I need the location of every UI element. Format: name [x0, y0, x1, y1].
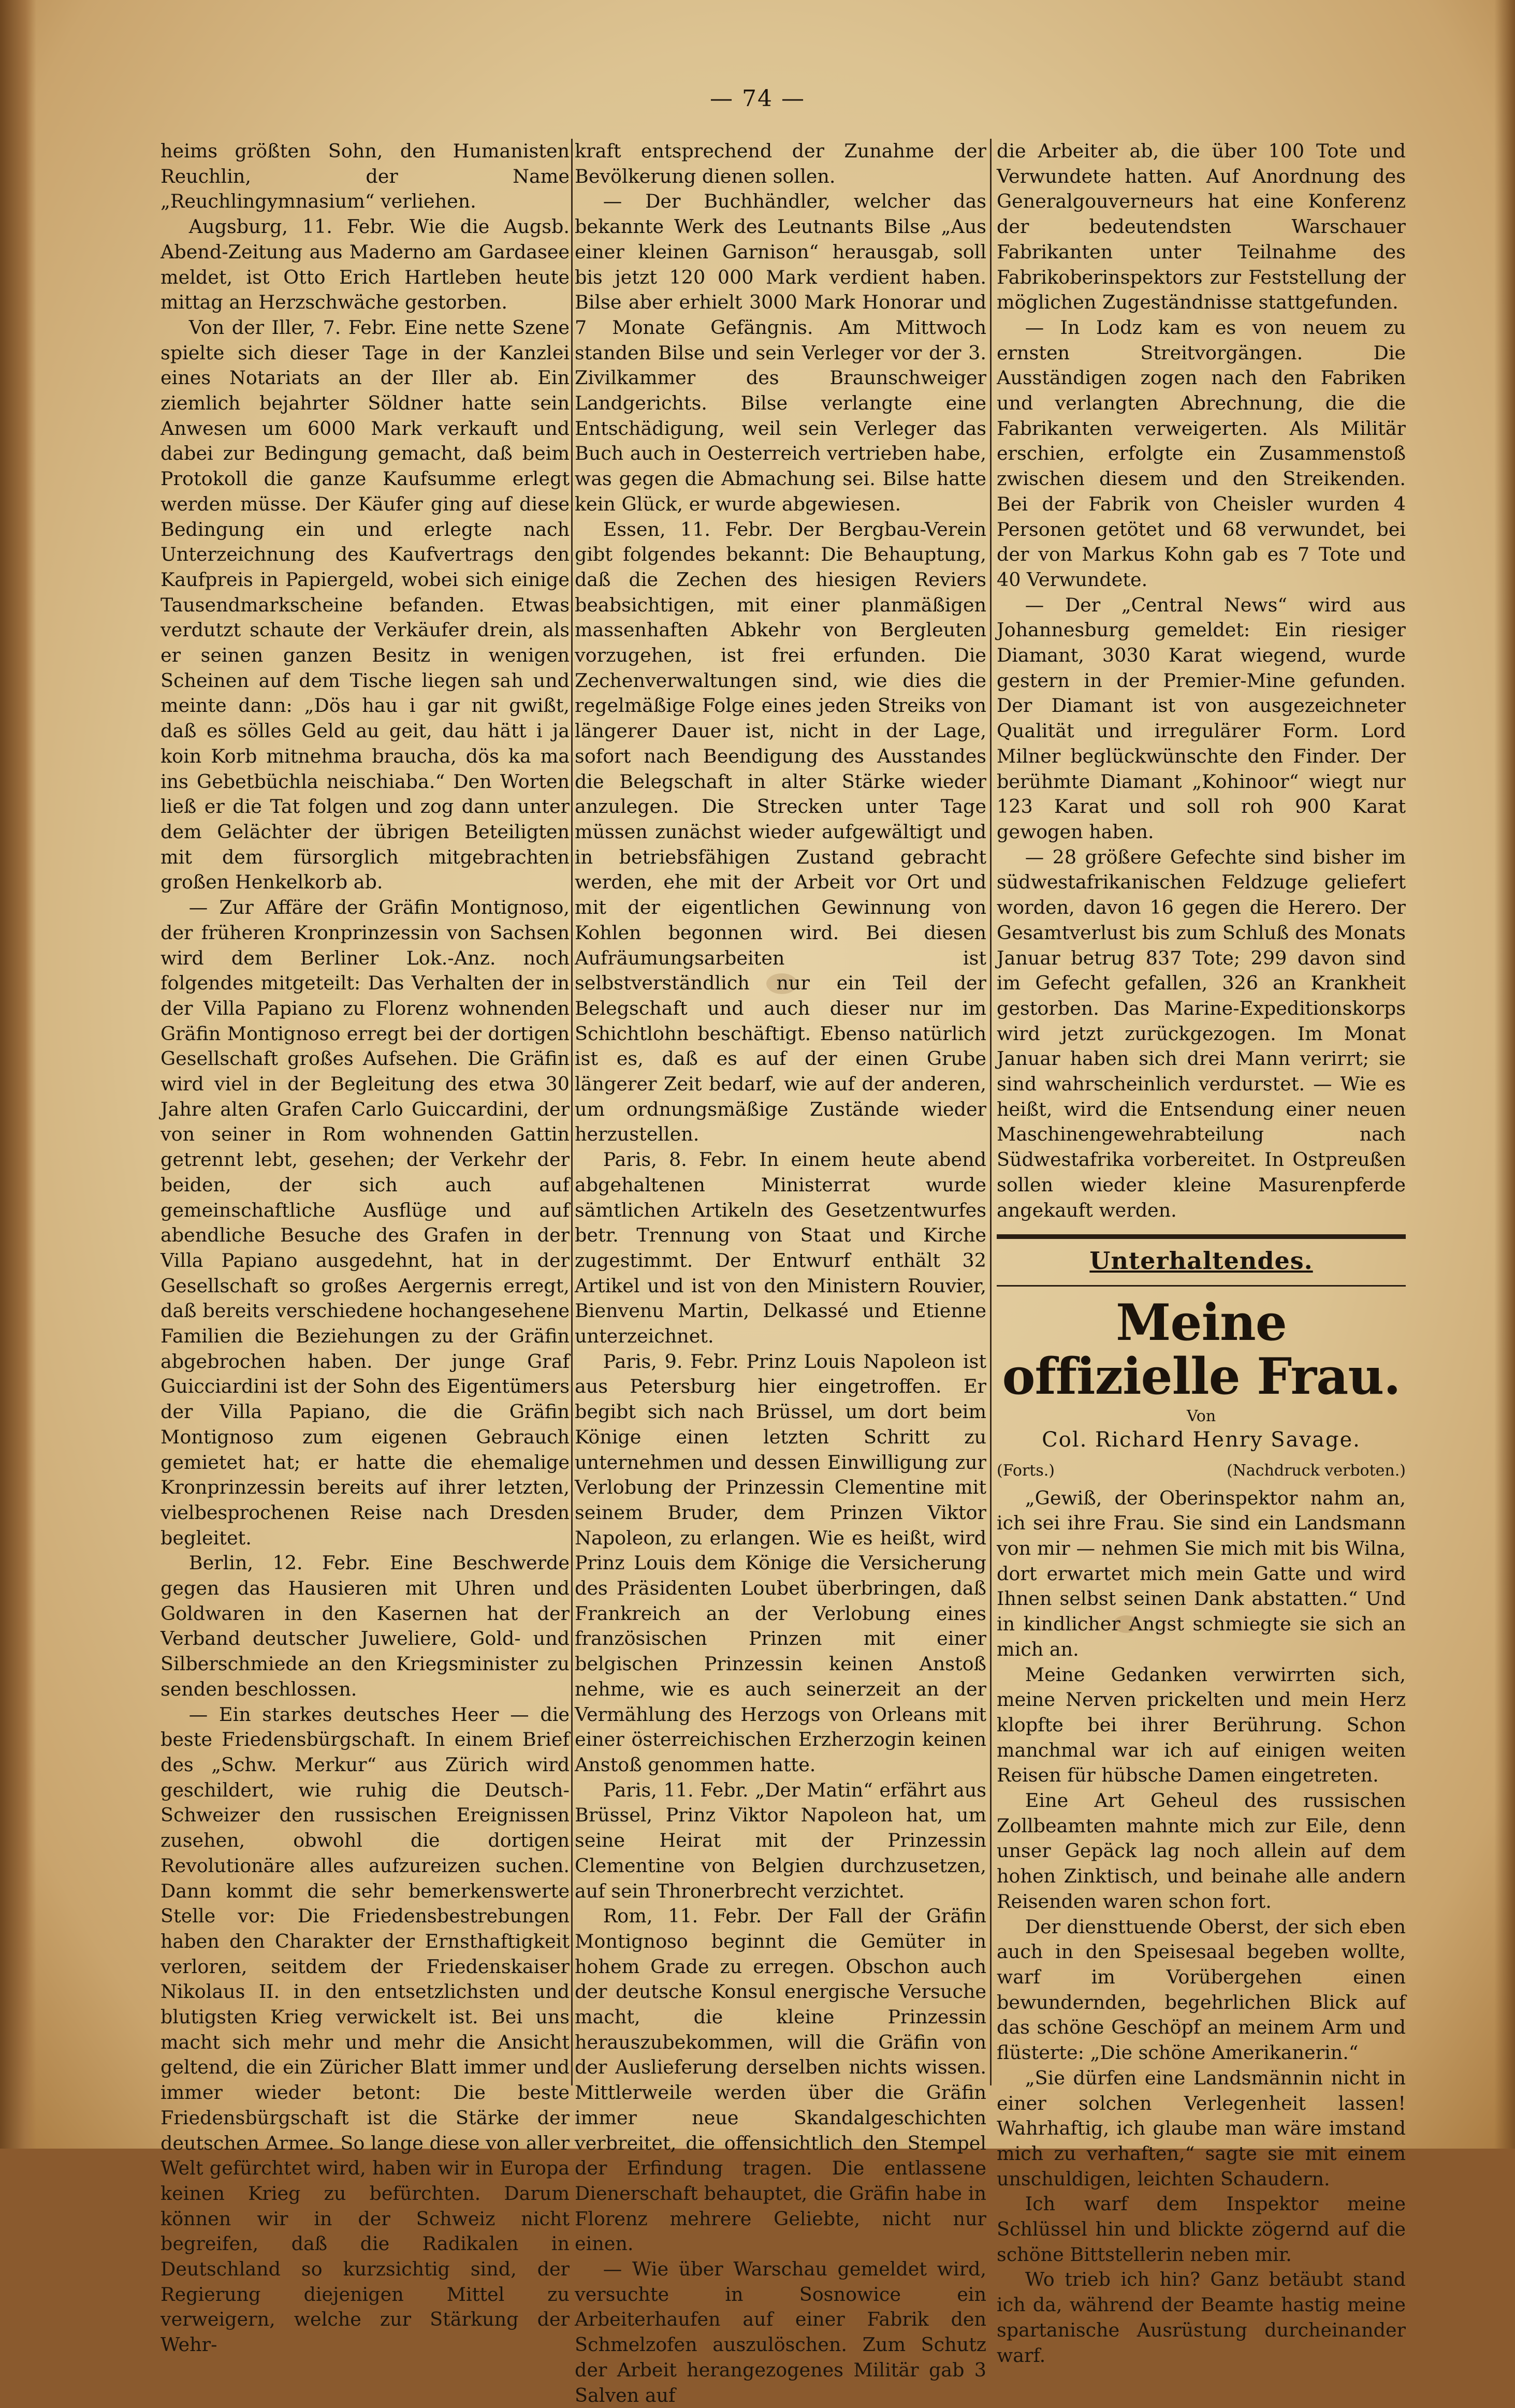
section-heading: Unterhaltendes. [1089, 1247, 1313, 1275]
news-items [997, 139, 1406, 1223]
article-paragraph: — Der „Central News“ wird aus Johannesburg gemeldet: Ein riesiger Diamant, 3030 Karat wiegend, wurde gestern in der Premier-Mine gefunden. Der Diamant ist von ausgezeichneter Qualität und irregulärer Form. Lord Milner beglückwünschte den Finder. Der berühmte Diamant „Kohinoor“ wiegt nur 123 Karat und soll roh 900 Karat gewogen haben. [997, 593, 1406, 843]
story-author: Col. Richard Henry Savage. [1042, 1427, 1361, 1452]
article-paragraph: „Sie dürfen eine Landsmännin nicht in einer solchen Verlegenheit lassen! Wahrhaftig, ich glaube man wäre imstand mich zu verhaften,“ sagte sie mit einem unschuldigen, leichten Schaudern. [997, 2066, 1406, 2190]
byline-von: Von [1186, 1407, 1216, 1425]
article-paragraph: Eine Art Geheul des russischen Zollbeamten mahnte mich zur Eile, denn unser Gepäck lag noch allein auf dem hohen Zinktisch, und beinahe alle andern Reisenden waren schon fort. [997, 1789, 1406, 1913]
page-binding-edge [0, 0, 36, 2149]
article-paragraph: heims größten Sohn, den Humanisten Reuchlin, der Name „Reuchlingymnasium“ verliehen. [161, 140, 570, 213]
article-paragraph: — Zur Affäre der Gräfin Montignoso, der früheren Kronprinzessin von Sachsen wird dem Berliner Lok.-Anz. noch folgendes mitgeteilt: Das Verhalten der in der Villa Papiano zu Florenz wohnenden Gräfin Montignoso erregt bei der dortigen Gesellschaft großes Aufsehen. Die Gräfin wird viel in der Begleitung des etwa 30 Jahre alten Grafen Carlo Guiccardini, der von seiner in Rom wohnenden Gattin getrennt lebt, gesehen; der Verkehr der beiden, der sich auch auf gemeinschaftliche Ausflüge und auf abendliche Besuche des Grafen in der Villa Papiano ausgedehnt, hat in der Gesellschaft so großes Aergernis erregt, daß bereits verschiedene hochangesehene Familien die Beziehungen zu der Gräfin abgebrochen haben. Der junge Graf Guicciardini ist der Sohn des Eigentümers der Villa Papiano, die die Gräfin Montignoso zum eigenen Gebrauch gemietet hat; er hatte die ehemalige Kronprinzessin bereits auf ihrer letzten, vielbesprochenen Reise nach Dresden begleitet. [161, 896, 570, 1549]
article-paragraph: „Gewiß, der Oberinspektor nahm an, ich sei ihre Frau. Sie sind ein Landsmann von mir — nehmen Sie mich mit bis Wilna, dort erwartet mich mein Gatte und wird Ihnen selbst seinen Dank abstatten.“ Und in kindlicher Angst schmiegte sie sich an mich an. [997, 1486, 1406, 1660]
column-2 [575, 139, 986, 2406]
column-3 [997, 139, 1406, 2367]
continuation-note: (Forts.) [997, 1461, 1055, 1480]
column-divider [990, 139, 992, 2085]
article-paragraph: die Arbeiter ab, die über 100 Tote und Verwundete hatten. Auf Anordnung des Generalgouverneurs hat eine Konferenz der bedeutendsten Warschauer Fabrikanten unter Teilnahme des Fabrikoberinspektors zur Feststellung der möglichen Zugeständnisse stattgefunden. [997, 140, 1406, 314]
article-paragraph: — Der Buchhändler, welcher das bekannte Werk des Leutnants Bilse „Aus einer kleinen Garnison“ herausgab, soll bis jetzt 120 000 Mark verdient haben. Bilse aber erhielt 3000 Mark Honorar und 7 Monate Gefängnis. Am Mittwoch standen Bilse und sein Verleger vor der 3. Zivilkammer des Braunschweiger Landgerichts. Bilse verlangte eine Entschädigung, weil sein Verleger das Buch auch in Oesterreich vertrieben habe, was gegen die Abmachung sei. Bilse hatte kein Glück, er wurde abgewiesen. [575, 190, 986, 515]
page-number: — 74 — [710, 85, 805, 112]
article-paragraph: Augsburg, 11. Febr. Wie die Augsb. Abend-Zeitung aus Maderno am Gardasee meldet, ist Otto Erich Hartleben heute mittag an Herzschwäche gestorben. [161, 215, 570, 314]
column-divider [571, 139, 573, 2085]
article-paragraph: Ich warf dem Inspektor meine Schlüssel hin und blickte zögernd auf die schöne Bittstellerin neben mir. [997, 2193, 1406, 2266]
article-paragraph: Von der Iller, 7. Febr. Eine nette Szene spielte sich dieser Tage in der Kanzlei eines Notariats an der Iller ab. Ein ziemlich bejahrter Söldner hatte sein Anwesen um 6000 Mark verkauft und dabei zur Bedingung gemacht, daß beim Protokoll die ganze Kaufsumme erlegt werden müsse. Der Käufer ging auf diese Bedingung ein und erlegte nach Unterzeichnung des Kaufvertrags den Kaufpreis in Papiergeld, wobei sich einige Tausendmarkscheine befanden. Etwas verdutzt schaute der Verkäufer drein, als er seinen ganzen Besitz in wenigen Scheinen auf dem Tische liegen sah und meinte dann: „Dös hau i gar nit gwißt, daß es sölles Geld au geit, dau hätt i ja koin Korb mitnehma braucha, dös ka ma ins Gebetbüchla neischiaba.“ Den Worten ließ er die Tat folgen und zog dann unter dem Gelächter der übrigen Beteiligten mit dem fürsorglich mitgebrachten großen Henkelkorb ab. [161, 316, 570, 894]
article-paragraph: Paris, 8. Febr. In einem heute abend abgehaltenen Ministerrat wurde sämtlichen Artikeln des Gesetzentwurfes betr. Trennung von Staat und Kirche zugestimmt. Der Entwurf enthält 32 Artikel und ist von den Ministern Rouvier, Bienvenu Martin, Delkassé und Etienne unterzeichnet. [575, 1148, 986, 1348]
continuation-row [997, 1458, 1406, 1484]
page-right-edge [1494, 0, 1515, 2149]
section-rule [997, 1234, 1406, 1239]
article-paragraph: — In Lodz kam es von neuem zu ernsten Streitvorgängen. Die Ausständigen zogen nach den Fabriken und verlangten Abrechnung, die die Fabrikanten verweigerten. Als Militär erschien, erfolgte ein Zusammenstoß zwischen diesem und den Streikenden. Bei der Fabrik von Cheisler wurden 4 Personen getötet und 68 verwundet, bei der von Markus Kohn gab es 7 Tote und 40 Verwundete. [997, 316, 1406, 591]
article-paragraph: Essen, 11. Febr. Der Bergbau-Verein gibt folgendes bekannt: Die Behauptung, daß die Zechen des hiesigen Reviers beabsichtigen, mit einer planmäßigen massenhaften Abkehr von Bergleuten vorzugehen, ist frei erfunden. Die Zechenverwaltungen sind, wie dies die regelmäßige Folge eines jeden Streiks von längerer Dauer ist, nicht in der Lage, sofort nach Beendigung des Ausstandes die Belegschaft in alter Stärke wieder anzulegen. Die Strecken unter Tage müssen zunächst wieder aufgewältigt und in betriebsfähigen Zustand gebracht werden, ehe mit der Arbeit vor Ort und mit der eigentlichen Gewinnung von Kohlen begonnen wird. Bei diesen Aufräumungsarbeiten ist selbstverständlich nur ein Teil der Belegschaft und auch dieser nur im Schichtlohn beschäftigt. Ebenso natürlich ist es, daß es auf der einen Grube längerer Zeit bedarf, wie auf der anderen, um ordnungsmäßige Zustände wieder herzustellen. [575, 518, 986, 1146]
story-title: Meine offizielle Frau. [1002, 1293, 1401, 1406]
column-1 [161, 139, 570, 2356]
article-paragraph: Der diensttuende Oberst, der sich eben auch in den Speisesaal begeben wollte, warf im Vorübergehen einen bewundernden, begehrlichen Blick auf das schöne Geschöpf an meinem Arm und flüsterte: „Die schöne Amerikanerin.“ [997, 1915, 1406, 2064]
article-paragraph: Paris, 9. Febr. Prinz Louis Napoleon ist aus Petersburg hier eingetroffen. Er begibt sich nach Brüssel, um dort beim Könige einen letzten Schritt zu unternehmen und dessen Einwilligung zur Verlobung der Prinzessin Clementine mit seinem Bruder, dem Prinzen Viktor Napoleon, zu erlangen. Wie es heißt, wird Prinz Louis dem Könige die Versicherung des Präsidenten Loubet überbringen, daß Frankreich an der Verlobung eines französischen Prinzen mit einer belgischen Prinzessin keinen Anstoß nehme, wie es auch seinerzeit an der Vermählung des Herzogs von Orleans mit einer österreichischen Erzherzogin keinen Anstoß genommen hatte. [575, 1350, 986, 1776]
article-paragraph: — Ein starkes deutsches Heer — die beste Friedensbürgschaft. In einem Brief des „Schw. Merkur“ aus Zürich wird geschildert, wie ruhig die Deutsch-Schweizer den russischen Ereignissen zusehen, obwohl die dortigen Revolutionäre alles aufzureizen suchen. Dann kommt die sehr bemerkenswerte Stelle vor: Die Friedensbestrebungen haben den Charakter der Ernsthaftigkeit verloren, seitdem der Friedenskaiser Nikolaus II. in den entsetzlichsten und blutigsten Krieg verwickelt ist. Bei uns macht sich mehr und mehr die Ansicht geltend, die ein Züricher Blatt immer und immer wieder betont: Die beste Friedensbürgschaft ist die Stärke der deutschen Armee. So lange diese von aller Welt gefürchtet wird, haben wir in Europa keinen Krieg zu befürchten. Darum können wir in der Schweiz nicht begreifen, daß die Radikalen in Deutschland so kurzsichtig sind, der Regierung diejenigen Mittel zu verweigern, welche zur Stärkung der Wehr- [161, 1703, 570, 2356]
article-paragraph: — Wie über Warschau gemeldet wird, versuchte in Sosnowice ein Arbeiterhaufen auf einer Fabrik den Schmelzofen auszulöschen. Zum Schutz der Arbeit herangezogenes Militär gab 3 Salven auf [575, 2258, 986, 2406]
story-body [997, 1486, 1406, 2369]
article-paragraph: — 28 größere Gefechte sind bisher im südwestafrikanischen Feldzuge geliefert worden, davon 16 gegen die Herero. Der Gesamtverlust bis zum Schluß des Monats Januar betrug 837 Tote; 299 davon sind im Gefecht gefallen, 326 an Krankheit gestorben. Das Marine-Expeditionskorps wird jetzt zurückgezogen. Im Monat Januar haben sich drei Mann verirrt; sie sind wahrscheinlich verdurstet. — Wie es heißt, wird die Entsendung einer neuen Maschinengewehrabteilung nach Südwestafrika vorbereitet. In Ostpreußen sollen wieder kleine Masurenpferde angekauft werden. [997, 845, 1406, 1221]
reprint-notice: (Nachdruck verboten.) [1226, 1461, 1406, 1480]
article-paragraph: Berlin, 12. Febr. Eine Beschwerde gegen das Hausieren mit Uhren und Goldwaren in den Kasernen hat der Verband deutscher Juweliere, Gold- und Silberschmiede an den Kriegsminister zu senden beschlossen. [161, 1552, 570, 1700]
article-paragraph: Rom, 11. Febr. Der Fall der Gräfin Montignoso beginnt die Gemüter in hohem Grade zu erregen. Obschon auch der deutsche Konsul energische Versuche macht, die kleine Prinzessin herauszubekommen, will die Gräfin von der Auslieferung derselben nichts wissen. Mittlerweile werden über die Gräfin immer neue Skandalgeschichten verbreitet, die offensichtlich den Stempel der Erfindung tragen. Die entlassene Dienerschaft behauptet, die Gräfin habe in Florenz mehrere Geliebte, nicht nur einen. [575, 1905, 986, 2255]
title-rule [997, 1285, 1406, 1287]
article-paragraph: kraft entsprechend der Zunahme der Bevölkerung dienen sollen. [575, 140, 986, 187]
article-paragraph: Wo trieb ich hin? Ganz betäubt stand ich da, während der Beamte hastig meine spartanische Ausrüstung durcheinander warf. [997, 2268, 1406, 2367]
article-paragraph: Meine Gedanken verwirrten sich, meine Nerven prickelten und mein Herz klopfte bei ihrer Berührung. Schon manchmal war ich auf einigen weiten Reisen für hübsche Damen eingetreten. [997, 1663, 1406, 1787]
article-paragraph: Paris, 11. Febr. „Der Matin“ erfährt aus Brüssel, Prinz Viktor Napoleon hat, um seine Heirat mit der Prinzessin Clementine von Belgien durchzusetzen, auf sein Thronerbrecht verzichtet. [575, 1778, 986, 1902]
